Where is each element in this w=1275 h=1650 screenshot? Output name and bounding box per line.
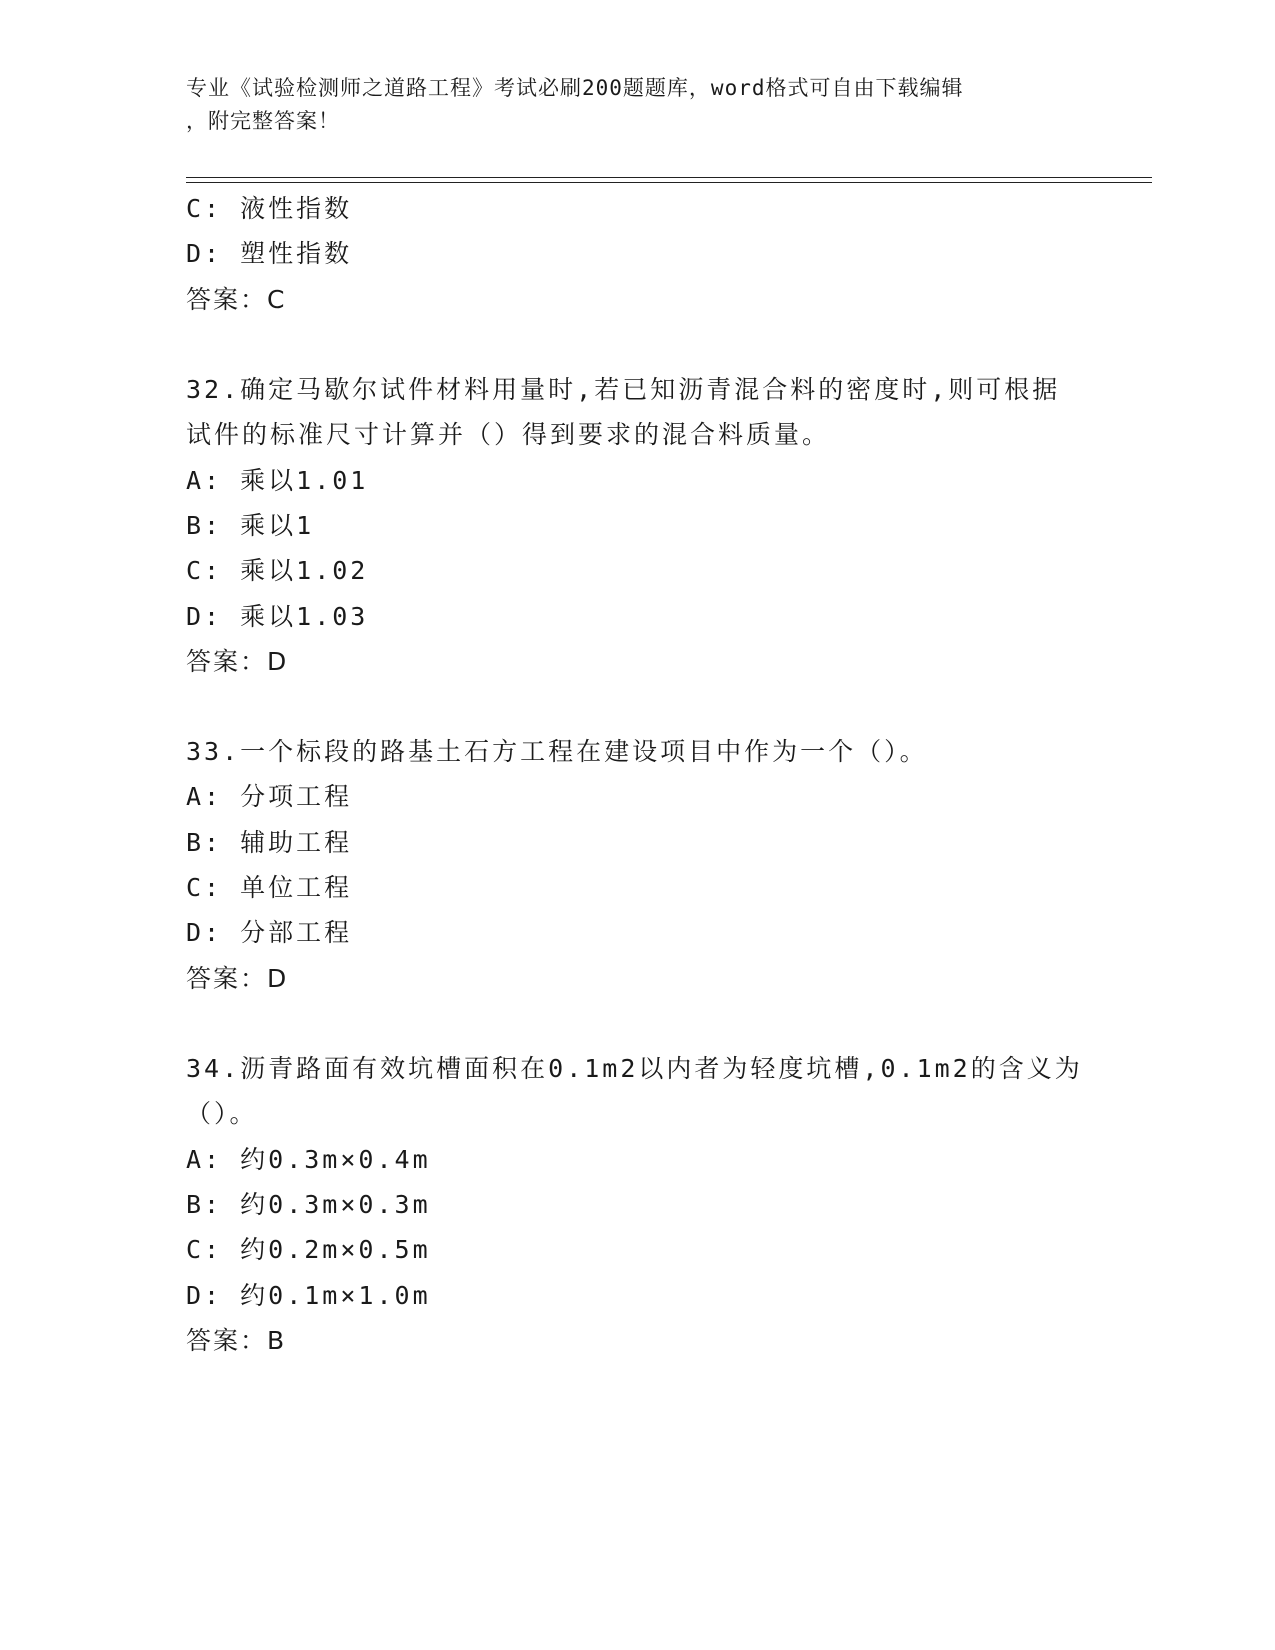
q33-answer: 答案：D <box>186 964 289 993</box>
q32-answer: 答案：D <box>186 647 289 676</box>
q31-option-d: D: 塑性指数 <box>186 239 353 268</box>
q31-answer: 答案：C <box>186 285 287 314</box>
q33-option-a: A: 分项工程 <box>186 782 353 811</box>
q34-stem-line1: 34.沥青路面有效坑槽面积在0.1m2以内者为轻度坑槽,0.1m2的含义为 <box>186 1054 1083 1083</box>
q32-stem-line2: 试件的标准尺寸计算并（）得到要求的混合料质量。 <box>186 420 831 449</box>
q34-option-b: B: 约0.3m×0.3m <box>186 1190 431 1219</box>
header-title-line1: 专业《试验检测师之道路工程》考试必刷200题题库，word格式可自由下载编辑 <box>186 76 964 100</box>
q33-option-d: D: 分部工程 <box>186 918 353 947</box>
q33-option-c: C: 单位工程 <box>186 873 353 902</box>
q32-option-b: B: 乘以1 <box>186 511 315 540</box>
header-divider-bottom <box>186 182 1152 183</box>
q34-option-c: C: 约0.2m×0.5m <box>186 1235 431 1264</box>
document-header <box>186 72 1086 138</box>
q34-stem-line2: （）。 <box>186 1099 258 1128</box>
q31-option-c: C: 液性指数 <box>186 194 353 223</box>
q32-stem-line1: 32.确定马歇尔试件材料用量时,若已知沥青混合料的密度时,则可根据 <box>186 375 1061 404</box>
header-divider-top <box>186 177 1152 178</box>
q34-option-a: A: 约0.3m×0.4m <box>186 1145 431 1174</box>
q33-option-b: B: 辅助工程 <box>186 828 353 857</box>
q34-answer: 答案：B <box>186 1326 287 1355</box>
q34-option-d: D: 约0.1m×1.0m <box>186 1281 431 1310</box>
q32-option-d: D: 乘以1.03 <box>186 602 369 631</box>
q33-stem-line1: 33.一个标段的路基土石方工程在建设项目中作为一个（）。 <box>186 737 928 766</box>
q32-option-a: A: 乘以1.01 <box>186 466 369 495</box>
q32-option-c: C: 乘以1.02 <box>186 556 369 585</box>
header-title-line2: ，附完整答案！ <box>186 109 340 133</box>
